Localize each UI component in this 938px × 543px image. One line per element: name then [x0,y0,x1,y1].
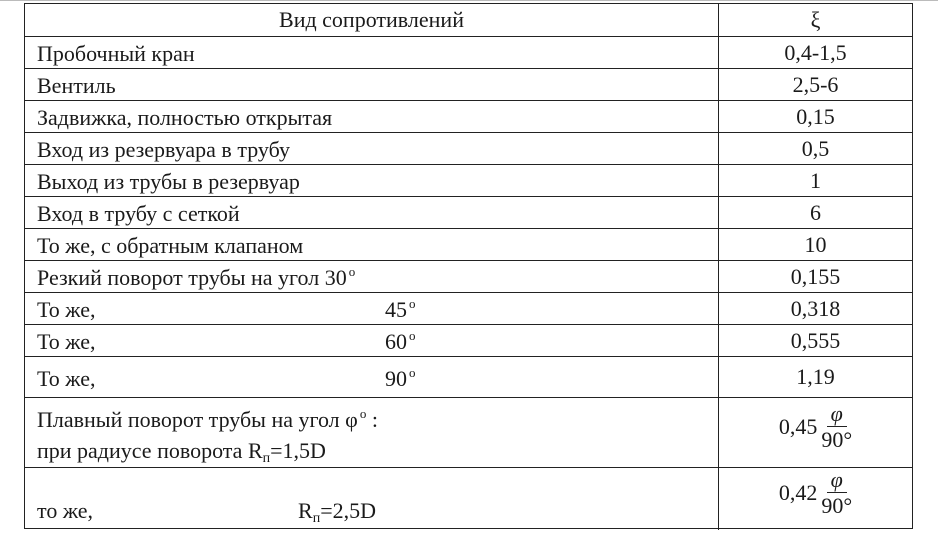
table-row [25,197,912,229]
subscript-n: п [312,511,321,526]
formula-numerator: φ [827,402,847,427]
formula-cell [719,398,912,467]
row-label: То же, [37,366,96,391]
table-row [25,165,912,197]
table-row [25,325,912,357]
row-label: Задвижка, полностью открытая [37,105,333,130]
formula-denominator: 90° [821,427,853,453]
table-row [25,261,912,293]
row-label: То же, с обратным клапаном [37,233,304,258]
header-type: Вид сопротивлений [25,4,719,36]
degree-mark: о [409,296,416,311]
table-row [25,357,912,398]
row-value: 2,5-6 [792,71,839,97]
row-value: 1,19 [796,364,835,389]
row-label: то же, [37,498,93,523]
degree-mark: о [348,264,356,279]
radius-value: =2,5D [320,498,376,523]
colon: : [366,407,378,432]
radius-value: =1,5D [270,438,326,463]
header-coef: ξ [810,7,821,32]
row-value: 1 [810,167,821,193]
table-row [25,293,912,325]
row-label: То же, [37,297,96,322]
row-value: 0,4-1,5 [784,39,847,65]
smooth-line-2-text: при радиусе поворота R [37,438,263,463]
formula-cell [719,468,912,530]
angle-value [385,328,416,354]
angle-text: 45 [385,297,407,322]
row-label: Вентиль [37,73,116,98]
row-label: То же, [37,329,96,354]
table-header-row [25,4,912,37]
row-label: Вход в трубу с сеткой [37,201,240,226]
formula-numerator: φ [827,468,847,493]
radius-symbol: R [298,498,313,523]
row-label: Пробочный кран [37,41,195,66]
row-label: Выход из трубы в резервуар [37,169,300,194]
angle-text: 60 [385,329,407,354]
row-label: Вход из резервуара в трубу [37,137,290,162]
angle-value [385,365,416,391]
degree-mark: о [359,406,367,421]
row-value: 0,318 [790,295,841,321]
table-row-smooth-turn [25,468,912,530]
smooth-line-1-text: Плавный поворот трубы на угол φ [37,407,358,432]
row-value: 6 [810,199,821,225]
row-label-text: Резкий поворот трубы на угол 30 [37,265,347,290]
row-value: 10 [804,231,827,257]
formula-045 [779,402,852,452]
resistance-table [24,3,913,529]
angle-value [385,296,416,322]
formula-coef: 0,42 [778,480,818,506]
subscript-n: п [262,451,271,466]
formula-denominator: 90° [821,493,853,519]
table-row [25,229,912,261]
table-row [25,101,912,133]
smooth-line-2 [37,438,326,466]
formula-coef: 0,45 [778,414,818,440]
row-value: 0,15 [796,103,835,129]
table-row [25,37,912,69]
table-row-smooth-turn [25,398,912,468]
degree-mark: о [409,328,416,343]
radius-expression [298,498,376,526]
smooth-line-1 [37,406,378,432]
formula-042 [779,468,852,518]
top-scan-line [0,0,938,1]
table-row [25,69,912,101]
row-label [37,264,356,290]
table-row [25,133,912,165]
row-value: 0,5 [801,135,830,161]
degree-mark: о [409,365,416,380]
row-value: 0,555 [790,327,841,353]
angle-text: 90 [385,366,407,391]
row-value: 0,155 [790,263,841,289]
